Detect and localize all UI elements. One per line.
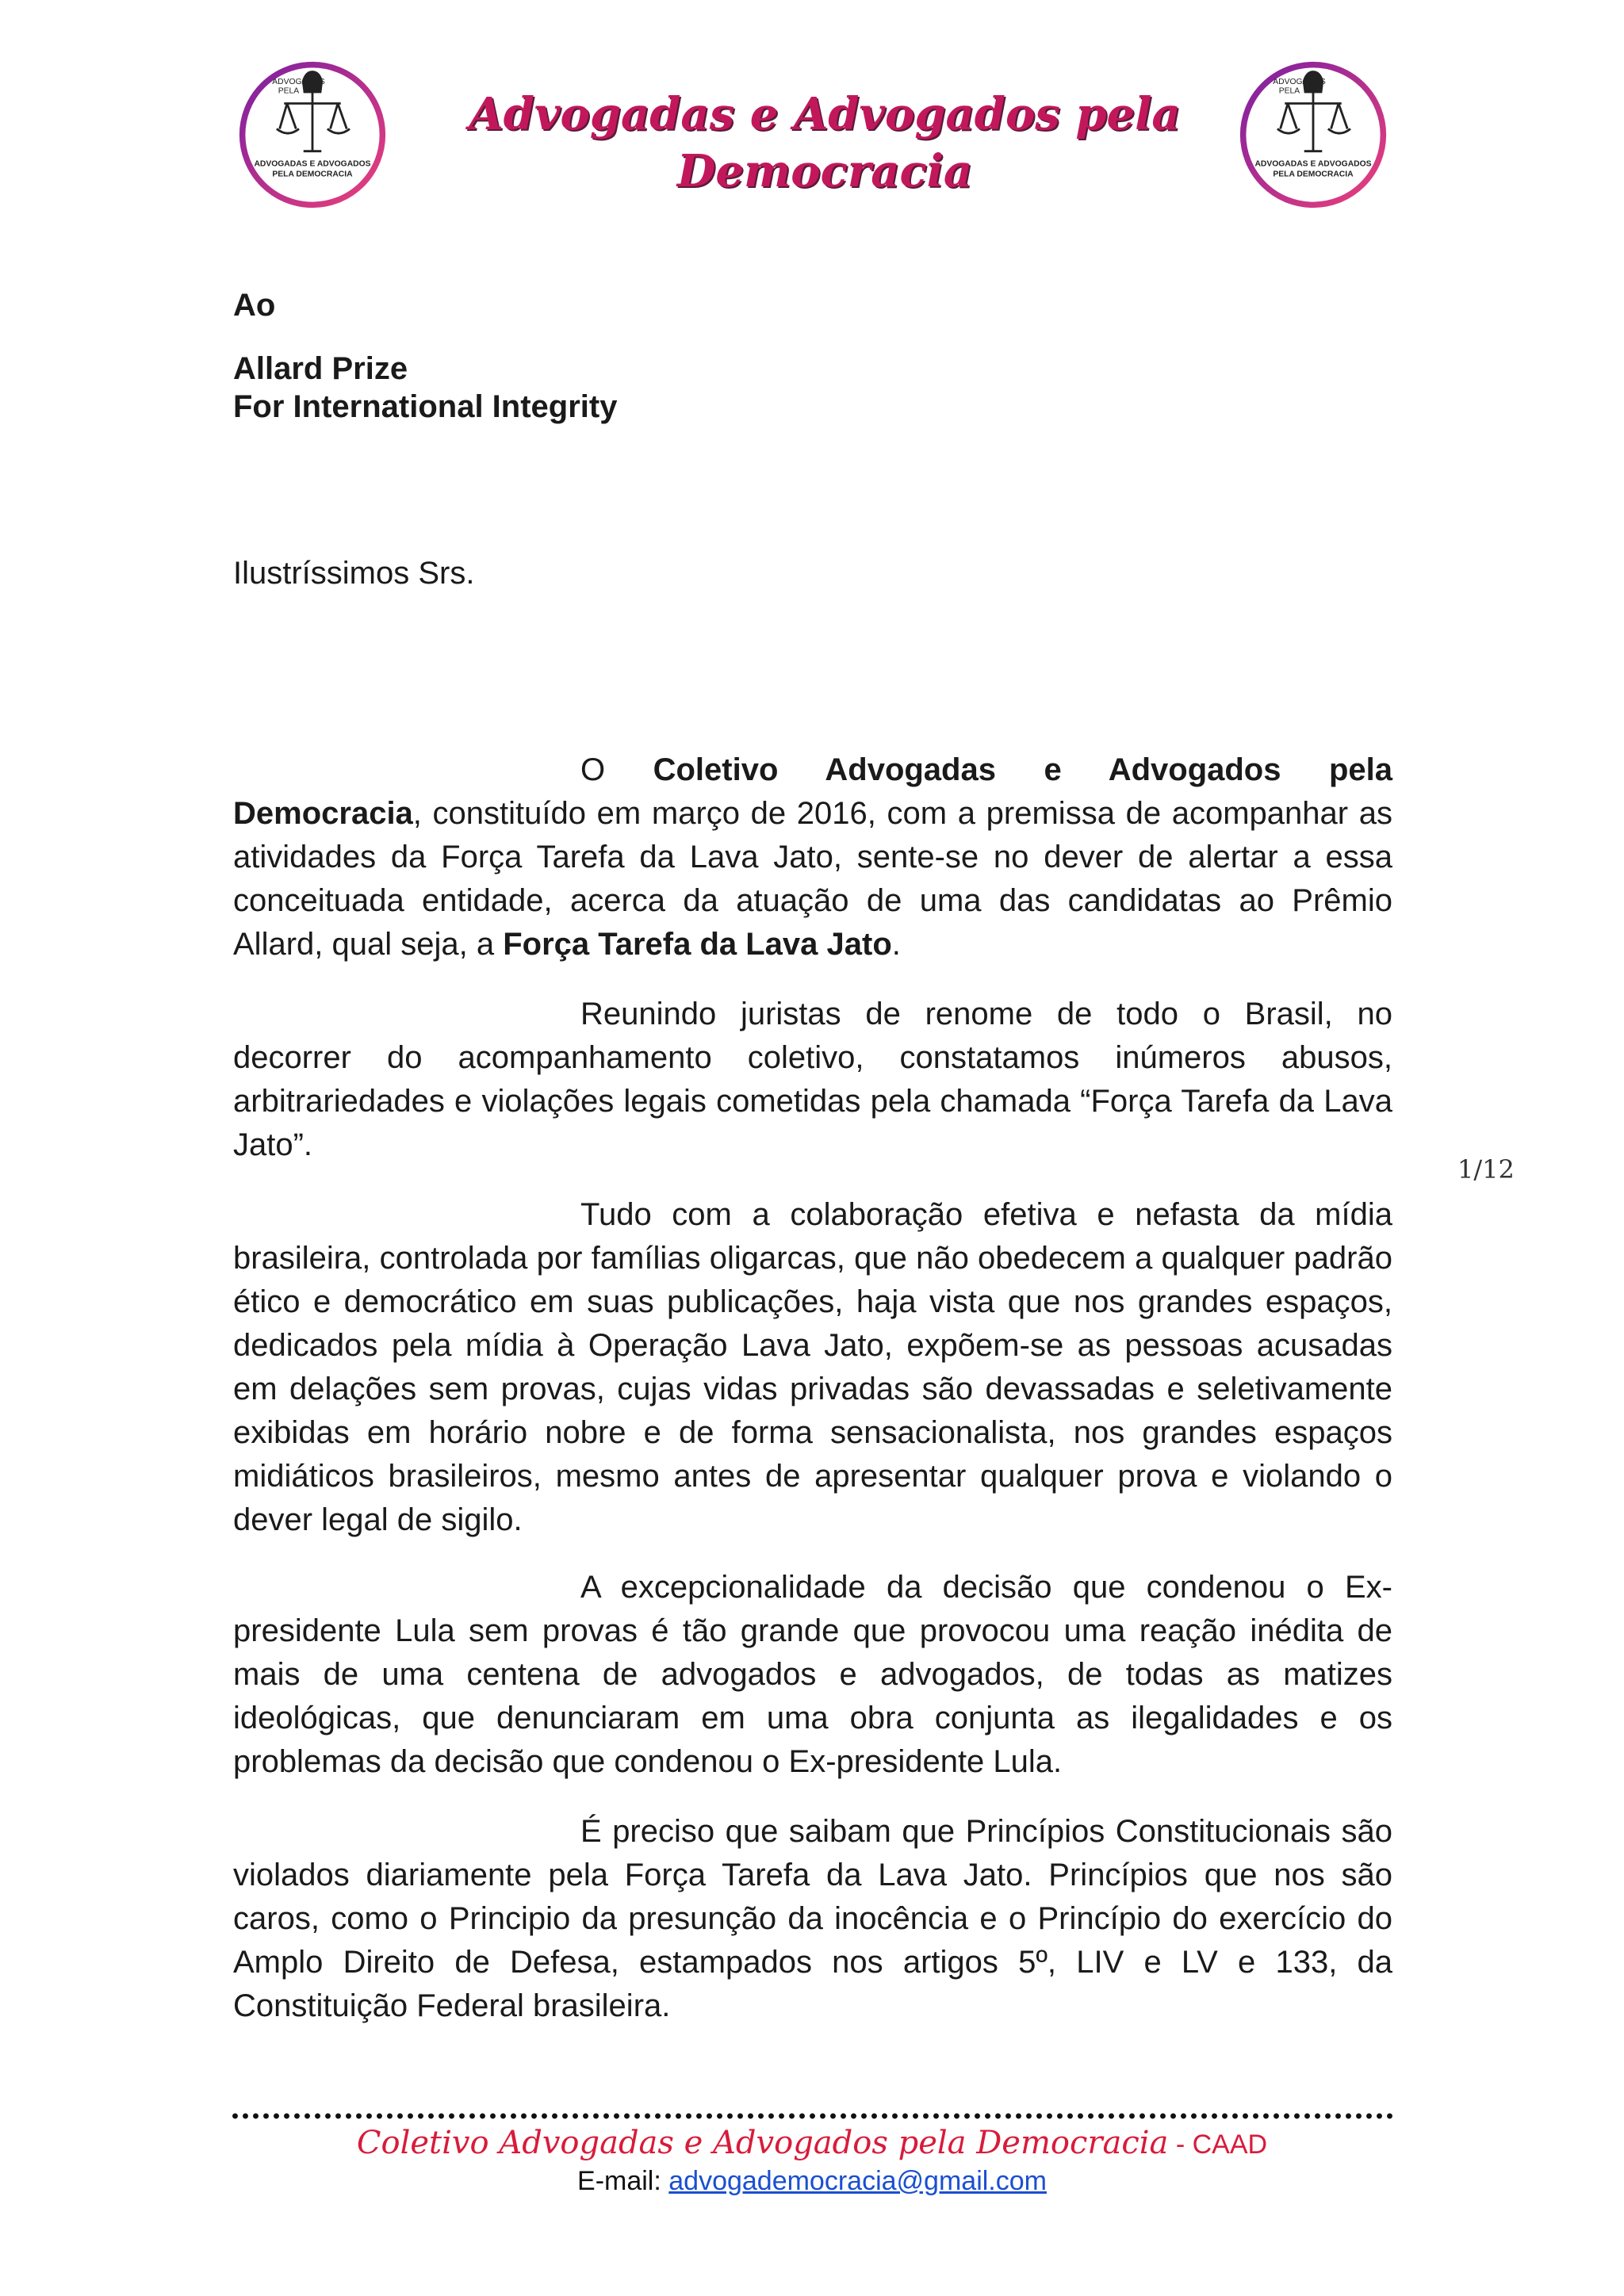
footer-email-label: E-mail: [577,2166,669,2196]
page-number: 1/12 [1457,1154,1515,1184]
paragraph-1: O Coletivo Advogadas e Advogados pela Democracia, constituído em março de 2016, com a premissa de acompanhar as atividades da Força Tarefa da Lava Jato, sente-se no dever de alertar a essa conceituada entidade, acerca da atuação de uma das candidatas ao Prêmio Allard, qual seja, a Força Tarefa da Lava Jato. [233,752,1392,962]
greeting: Ilustríssimos Srs. [233,556,475,591]
salutation-to: Ao [233,288,276,323]
logo-stamp-line2: PELA [1278,86,1300,96]
paragraph-3: Tudo com a colaboração efetiva e nefasta da mídia brasileira, controlada por famílias oligarcas, que não obedecem a qualquer padrão ético e democrático em suas publicações, haja vista que nos grandes espaços, dedicados pela mídia à Operação Lava Jato, expõem-se as pessoas acusadas em delações sem provas, cujas vidas privadas são devassadas e seletivamente exibidas em horário nobre e de forma sensacionalista, nos grandes espaços midiáticos brasileiros, mesmo antes de apresentar qualquer prova e violando o dever legal de sigilo. [233,1197,1392,1537]
paragraph-4: A excepcionalidade da decisão que condenou o Ex-presidente Lula sem provas é tão grande que provocou uma reação inédita de mais de uma centena de advogados e advogados, de todas as matizes ideológicas, que denunciaram em uma obra conjunta as ilegalidades e os problemas da decisão que condenou o Ex-presidente Lula. [233,1570,1392,1779]
logo-text-line2: PELA DEMOCRACIA [1273,170,1354,179]
organization-logo-left [238,60,387,209]
logo-stamp-line1: ADVOGADOS [272,78,325,87]
logo-stamp-line1: ADVOGADOS [1273,78,1326,87]
paragraph-2: Reunindo juristas de renome de todo o Brasil, no decorrer do acompanhamento coletivo, constatamos inúmeros abusos, arbitrariedades e violações legais cometidas pela chamada “Força Tarefa da Lava Jato”. [233,997,1392,1162]
logo-text-line1: ADVOGADAS E ADVOGADOS [254,159,371,169]
footer-email-line [0,2166,1624,2197]
logo-stamp-line2: PELA [278,86,300,96]
footer-organization [0,2125,1624,2161]
recipient-line1: Allard Prize [233,351,408,386]
footer-email-link[interactable]: advogademocracia@gmail.com [668,2166,1047,2196]
organization-title-line1: Advogadas e Advogados pela [469,88,1181,140]
footer-divider [230,2112,1397,2120]
recipient-line2: For International Integrity [233,389,618,424]
logo-text-line1: ADVOGADAS E ADVOGADOS [1254,159,1372,169]
logo-text-line2: PELA DEMOCRACIA [272,170,353,179]
paragraph-5: É preciso que saibam que Princípios Constitucionais são violados diariamente pela Força Tarefa da Lava Jato. Princípios que nos são caros, como o Principio da presunção da inocência e o Princípio do exercício do Amplo Direito de Defesa, estampados nos artigos 5º, LIV e LV e 133, da Constituição Federal brasileira. [233,1814,1392,2023]
footer-org-abbr: - CAAD [1168,2130,1268,2160]
organization-logo-right [1239,60,1388,209]
footer-org-name: Coletivo Advogadas e Advogados pela Democracia [356,2125,1169,2161]
organization-title [444,86,1205,200]
organization-title-line2: Democracia [676,145,973,197]
